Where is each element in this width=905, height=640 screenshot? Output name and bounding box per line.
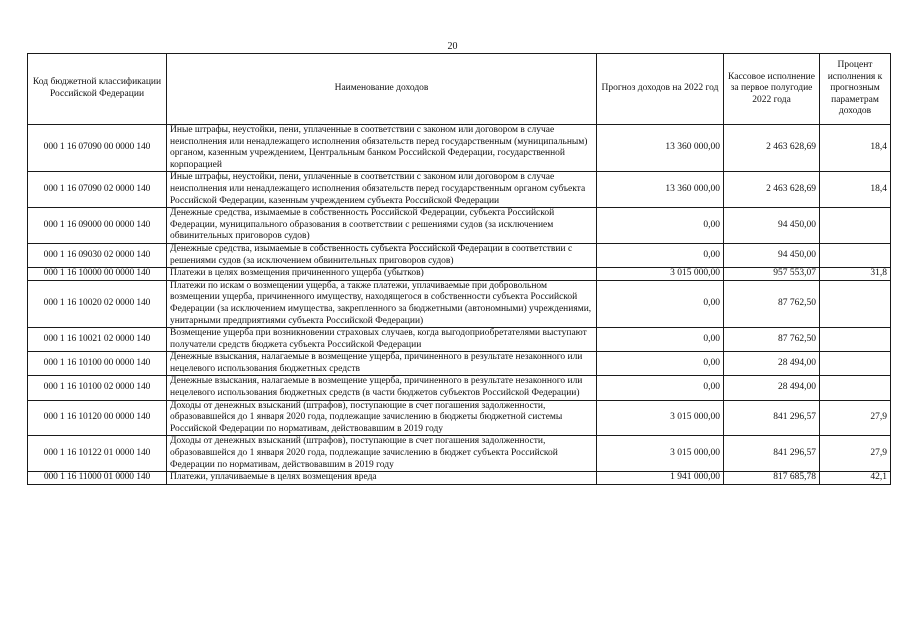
- cell-percent: [820, 352, 891, 376]
- cell-code: 000 1 16 10100 02 0000 140: [28, 376, 167, 400]
- cell-forecast: 0,00: [597, 328, 724, 352]
- table-row: [28, 125, 891, 172]
- cell-percent: [820, 243, 891, 267]
- table-row: [28, 208, 891, 244]
- cell-forecast: 0,00: [597, 280, 724, 327]
- cell-name: Доходы от денежных взысканий (штрафов), поступающие в счет погашения задолженности, образовавшейся до 1 января 2020 года, подлежащие зачислению в бюджет субъекта Российской Федерации по нормативам, действовавшим в 2019 году: [167, 436, 597, 472]
- cell-name: Платежи по искам о возмещении ущерба, а также платежи, уплачиваемые при добровольном возмещении ущерба, причиненного имуществу, находящегося в собственности субъекта Российской Федерации (за исключением имущества, закрепленного за бюджетными (автономными) учреждениями, унитарными предприятиями субъекта Российской Федерации): [167, 280, 597, 327]
- cell-name: Доходы от денежных взысканий (штрафов), поступающие в счет погашения задолженности, образовавшейся до 1 января 2020 года, подлежащие зачислению в бюджеты бюджетной системы Российской Федерации по нормативам, действовавшим в 2019 году: [167, 400, 597, 436]
- cell-percent: 18,4: [820, 172, 891, 208]
- cell-cash-execution: 2 463 628,69: [724, 172, 820, 208]
- cell-name: Денежные средства, изымаемые в собственность субъекта Российской Федерации в соответствии с решениями судов (за исключением обвинительных приговоров судов): [167, 243, 597, 267]
- cell-forecast: 3 015 000,00: [597, 268, 724, 281]
- cell-forecast: 13 360 000,00: [597, 172, 724, 208]
- cell-code: 000 1 16 10021 02 0000 140: [28, 328, 167, 352]
- page-number: 20: [447, 41, 458, 52]
- table-row: [28, 280, 891, 327]
- cell-code: 000 1 16 10100 00 0000 140: [28, 352, 167, 376]
- cell-name: Денежные взыскания, налагаемые в возмещение ущерба, причиненного в результате незаконного или нецелевого использования бюджетных средств: [167, 352, 597, 376]
- cell-name: Иные штрафы, неустойки, пени, уплаченные в соответствии с законом или договором в случае неисполнения или ненадлежащего исполнения обязательств перед государственным органом субъекта Российской Федерации, казенным учреждением субъекта Российской Федерации: [167, 172, 597, 208]
- cell-percent: [820, 208, 891, 244]
- cell-cash-execution: 94 450,00: [724, 208, 820, 244]
- table-row: [28, 352, 891, 376]
- cell-forecast: 3 015 000,00: [597, 436, 724, 472]
- cell-forecast: 0,00: [597, 208, 724, 244]
- cell-forecast: 0,00: [597, 352, 724, 376]
- cell-code: 000 1 16 10000 00 0000 140: [28, 268, 167, 281]
- cell-code: 000 1 16 07090 02 0000 140: [28, 172, 167, 208]
- cell-cash-execution: 817 685,78: [724, 472, 820, 485]
- cell-code: 000 1 16 07090 00 0000 140: [28, 125, 167, 172]
- cell-name: Возмещение ущерба при возникновении страховых случаев, когда выгодоприобретателями выступают получатели средств бюджета субъекта Российской Федерации: [167, 328, 597, 352]
- cell-cash-execution: 87 762,50: [724, 280, 820, 327]
- cell-name: Иные штрафы, неустойки, пени, уплаченные в соответствии с законом или договором в случае неисполнения или ненадлежащего исполнения обязательств перед государственным (муниципальным) органом, казенным учреждением, Центральным банком Российской Федерации, государственной корпорацией: [167, 125, 597, 172]
- table-row: [28, 243, 891, 267]
- cell-cash-execution: 28 494,00: [724, 376, 820, 400]
- cell-code: 000 1 16 09030 02 0000 140: [28, 243, 167, 267]
- cell-cash-execution: 841 296,57: [724, 400, 820, 436]
- budget-revenue-table: [27, 53, 891, 485]
- cell-percent: 31,8: [820, 268, 891, 281]
- cell-forecast: 0,00: [597, 376, 724, 400]
- cell-percent: [820, 376, 891, 400]
- header-code: Код бюджетной классификации Российской Федерации: [28, 54, 167, 125]
- cell-name: Денежные средства, изымаемые в собственность Российской Федерации, субъекта Российской Федерации, муниципального образования в соответствии с решениями судов (за исключением обвинительных приговоров судов): [167, 208, 597, 244]
- cell-percent: 42,1: [820, 472, 891, 485]
- cell-percent: [820, 328, 891, 352]
- cell-code: 000 1 16 09000 00 0000 140: [28, 208, 167, 244]
- cell-cash-execution: 957 553,07: [724, 268, 820, 281]
- table-row: [28, 268, 891, 281]
- cell-forecast: 3 015 000,00: [597, 400, 724, 436]
- cell-percent: [820, 280, 891, 327]
- cell-cash-execution: 94 450,00: [724, 243, 820, 267]
- cell-forecast: 0,00: [597, 243, 724, 267]
- table-row: [28, 376, 891, 400]
- cell-name: Денежные взыскания, налагаемые в возмещение ущерба, причиненного в результате незаконного или нецелевого использования бюджетных средств (в части бюджетов субъектов Российской Федерации): [167, 376, 597, 400]
- table-body: [28, 125, 891, 485]
- table-row: [28, 400, 891, 436]
- table-row: [28, 436, 891, 472]
- cell-cash-execution: 2 463 628,69: [724, 125, 820, 172]
- table-row: [28, 472, 891, 485]
- cell-forecast: 13 360 000,00: [597, 125, 724, 172]
- cell-name: Платежи, уплачиваемые в целях возмещения вреда: [167, 472, 597, 485]
- cell-code: 000 1 16 11000 01 0000 140: [28, 472, 167, 485]
- header-forecast: Прогноз доходов на 2022 год: [597, 54, 724, 125]
- table-row: [28, 328, 891, 352]
- header-cash-execution: Кассовое исполнение за первое полугодие 2022 года: [724, 54, 820, 125]
- cell-code: 000 1 16 10122 01 0000 140: [28, 436, 167, 472]
- cell-code: 000 1 16 10020 02 0000 140: [28, 280, 167, 327]
- cell-forecast: 1 941 000,00: [597, 472, 724, 485]
- header-percent: Процент исполнения к прогнозным параметрам доходов: [820, 54, 891, 125]
- cell-code: 000 1 16 10120 00 0000 140: [28, 400, 167, 436]
- cell-percent: 27,9: [820, 400, 891, 436]
- table-row: [28, 172, 891, 208]
- table-header-row: [28, 54, 891, 125]
- cell-name: Платежи в целях возмещения причиненного ущерба (убытков): [167, 268, 597, 281]
- cell-percent: 18,4: [820, 125, 891, 172]
- cell-percent: 27,9: [820, 436, 891, 472]
- cell-cash-execution: 87 762,50: [724, 328, 820, 352]
- header-name: Наименование доходов: [167, 54, 597, 125]
- cell-cash-execution: 28 494,00: [724, 352, 820, 376]
- cell-cash-execution: 841 296,57: [724, 436, 820, 472]
